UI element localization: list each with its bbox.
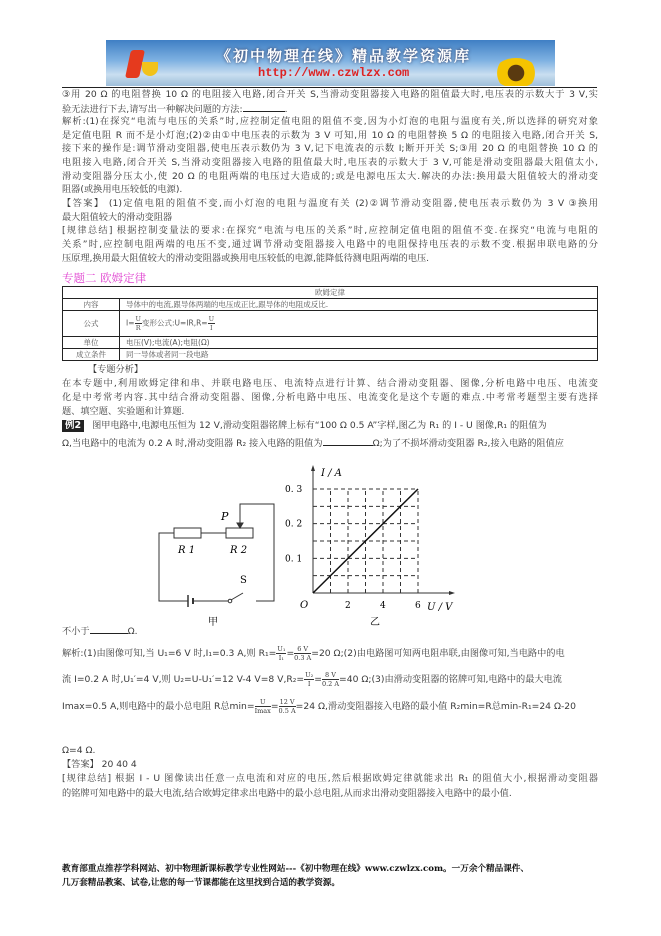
figures [120,465,470,635]
text: 验无法进行下去,请写出一种解决问题的方法: [62,104,243,115]
iu-graph [285,465,455,613]
x-tick-label: 2 [345,601,351,611]
text: 不小于 [62,626,90,637]
analysis-line: 是定值电阻 R 而不是小灯泡;(2)②由①中电压表的示数为 3 V 可知,用 10 Ω 的电阻替换 5 Ω 的电阻接入电路,闭合开关 S, [62,130,598,141]
answer-line: 最大阻值较大的滑动变阻器 [62,212,173,223]
footer-line: 教育部重点推荐学科网站、初中物理新课标教学专业性网站---《初中物理在线》www.czwlzx.com。一万余个精品课件、 [62,864,529,874]
table-row [63,311,598,337]
label-s: S [240,575,247,586]
summary-line: 关系”时,应控制电阻两端的电压不变,通过调节滑动变阻器接入电路中的电阻保持电压表的示数不变.根据串联电路的分 [62,239,598,250]
fraction [255,698,271,715]
analysis-line: 接下来的操作是:调节滑动变阻器,使电压表示数仍为 3 V,记下电流表的示数 I;断开开关 S;③用 20 Ω 的电阻替换 10 Ω 的 [62,143,598,154]
text: 流 I=0.2 A 时,U₁′=4 V,则 U₂=U-U₁′=12 V-4 V=8 V,R₂= [62,674,305,685]
text: 图甲电路中,电源电压恒为 12 V,滑动变阻器铭牌上标有“100 Ω 0.5 A”字样,图乙为 R₁ 的 I - U 图像,R₁ 的阻值为 [92,420,547,431]
denominator: 0.5 A [278,707,296,715]
wire [159,533,188,601]
fraction [294,645,311,662]
numerator: U₂ [305,671,314,679]
ohm-law-table [62,286,598,361]
y-axis-arrow-icon [311,465,315,471]
numerator: U [255,698,271,707]
label-p: P [221,510,229,523]
fraction [279,698,296,715]
numerator: 6 V [294,645,311,654]
summary-line: [规律总结] 根据 I - U 图像读出任意一点电流和对应的电压,然后根据欧姆定律就能求出 R₁ 的阻值大小,根据滑动变阻器 [62,773,598,784]
numerator: 12 V [279,698,295,706]
banner-title: 《初中物理在线》精品教学资源库 [216,47,472,65]
denominator: Imax [254,707,271,715]
denominator: I [307,680,311,688]
table-header-row [63,287,598,299]
denominator: 0.2 A [321,680,340,688]
denominator: I₁ [278,654,284,662]
analysis-line: 电阻接入电路,闭合开关 S,当滑动变阻器接入电路的阻值最大时,电压表的示数大于 3 V,可能是滑动变阻器最大阻值太小, [62,157,598,168]
numerator: 8 V [322,671,339,680]
row-value: 同一导体或者同一段电路 [120,349,598,361]
x-axis-label: U / V [427,602,453,613]
row-value: 电压(V);电流(A);电阻(Ω) [120,337,598,349]
analysis-line: 滑动变阻器分压太小,使 20 Ω 的电阻两端的电压过大造成的;或是电源电压太大.解决的办法:换用最大阻值较大的滑动变 [62,171,598,182]
switch-blade [231,593,243,600]
solution-line: Ω=4 Ω. [62,745,96,756]
header-banner [106,40,555,86]
row-label: 内容 [63,299,120,311]
numerator: U [135,315,141,323]
label-r2: R 2 [230,545,248,556]
resistor-r2 [226,528,253,538]
resistor-r1 [174,528,201,538]
table-row [63,337,598,349]
x-tick-label: 4 [380,601,386,611]
banner-url[interactable]: http://www.czwlzx.com [258,66,410,80]
text: =20 Ω;(2)由电路图可知两电阻串联,由图像可知,当电路中的电 [311,648,565,659]
formula-text: I= [126,318,135,328]
section-title: 专题二 欧姆定律 [62,271,147,285]
row-label: 成立条件 [63,349,120,361]
x-axis-arrow-icon [449,591,455,595]
answer-line: 【答案】 20 40 4 [62,759,137,770]
sunflower-icon [494,58,538,86]
circuit-diagram [159,504,274,607]
table-row [63,299,598,311]
table-header: 欧姆定律 [63,287,598,299]
y-axis-label: I / A [321,468,342,479]
row-value: 导体中的电流,跟导体两端的电压成正比,跟导体的电阻成反比. [120,299,598,311]
fraction [304,671,314,688]
label-r1: R 1 [178,545,196,556]
denominator: 0.3 A [294,654,312,662]
header-rule [62,87,597,88]
topic-heading: 【专题分析】 [88,364,144,375]
denominator: R [135,324,141,332]
text-line: 验无法进行下去,请写出一种解决问题的方法: . [62,104,288,115]
row-label: 单位 [63,337,120,349]
answer-blank [323,436,373,446]
origin-label: O [300,600,309,611]
text: =40 Ω;(3)由滑动变阻器的铭牌可知,电路中的最大电流 [339,674,562,685]
summary-line: 压原理,换用最大阻值较大的滑动变阻器或换用电压较低的电源,能降低待测电阻两端的电压. [62,253,430,264]
analysis-line: 阻器(或换用电压较低的电源). [62,184,183,195]
graph-caption: 乙 [370,617,380,628]
example-line [62,624,598,638]
example-badge: 例2 [62,420,84,432]
fraction [276,645,286,662]
row-label: 公式 [63,311,120,337]
circuit-caption: 甲 [208,617,218,628]
table-row [63,349,598,361]
topic-line: 在本专题中,利用欧姆定律和串、并联电路电压、电流特点进行计算、结合滑动变阻器、图像,分析电路中电压、电流变 [62,378,598,389]
text: Imax=0.5 A,则电路中的最小总电阻 R总min= [62,701,255,712]
summary-line: 的铭牌可知电路中的最大电流,结合欧姆定律求出电路中的最小总电阻,从而求出滑动变阻器接入电路中的最小值. [62,788,512,799]
text: Ω;为了不损坏滑动变阻器 R₂,接入电路的阻值应 [372,438,564,449]
text-line: ③用 20 Ω 的电阻替换 10 Ω 的电阻接入电路,闭合开关 S,当滑动变阻器接入电路的阻值最大时,电压表的示数大于 3 V,实 [62,89,598,100]
answer-blank [90,624,128,634]
fraction [135,315,142,332]
example-line [62,420,598,432]
solution-line: 解析:(1)由图像可知,当 U₁=6 V 时,I₁=0.3 A,则 R₁= $\frac{\text{U₁}}{\text{I₁}}$ = $\frac{6 V}{0.3 A}$ =20 Ω;(2)由电路图可知两电阻串联,由图像可知,当电路中的电 [62,645,565,662]
y-tick-label: 0. 2 [285,519,303,530]
numerator: U₁ [277,645,286,653]
denominator: I [210,324,213,332]
formula-cell [120,311,598,337]
y-tick-label: 0. 1 [285,554,303,565]
answer-blank [243,102,285,112]
formula-text: 变形公式:U=IR,R= [141,318,208,328]
answer-line: 【答案】 (1)定值电阻的阻值不变,而小灯泡的电阻与温度有关 (2)②调节滑动变阻器,使电压表示数仍为 3 V ③换用 [62,198,598,209]
topic-line: 题、填空题、实验题和计算题. [62,406,185,417]
solution-line: Imax=0.5 A,则电路中的最小总电阻 R总min= $\frac{U}{Imax}$ = $\frac{12 V}{0.5 A}$ =24 Ω,滑动变阻器接入电路的最小值 R₂min=R总min-R₁=24 Ω-20 [62,698,576,715]
logo-accent-icon [142,62,158,76]
text: 解析:(1)由图像可知,当 U₁=6 V 时,I₁=0.3 A,则 R₁= [62,648,277,659]
solution-line: 流 I=0.2 A 时,U₁′=4 V,则 U₂=U-U₁′=12 V-4 V=8 V,R₂= $\frac{\text{U₂}}{I}$ = $\frac{8 V}{0.2 A}$ =40 Ω;(3)由滑动变阻器的铭牌可知,电路中的最大电流 [62,671,562,688]
x-tick-label: 6 [415,601,421,611]
example-line [62,436,598,450]
slider-arrow-icon [237,523,243,528]
text: Ω. [127,626,138,637]
analysis-line: 解析:(1)在探究“电流与电压的关系”时,应控制定值电阻的阻值不变,因为小灯泡的电阻与温度有关,所以选择的研究对象 [62,116,598,127]
y-tick-label: 0. 3 [285,485,303,495]
fraction [322,671,339,688]
topic-line: 化是中考常考内容.其中结合滑动变阻器、图像,分析电路中电压、电流变化是这个专题的难点.中考常考题型主要有选择 [62,392,598,403]
text: =24 Ω,滑动变阻器接入电路的最小值 R₂min=R总min-R₁=24 Ω-20 [295,701,576,712]
numerator: U [208,315,215,323]
summary-line: [规律总结] 根据控制变量法的要求:在探究“电流与电压的关系”时,应控制定值电阻的阻值不变.在探究“电流与电阻的 [62,225,598,236]
fraction [208,315,215,332]
text: Ω,当电路中的电流为 0.2 A 时,滑动变阻器 R₂ 接入电路的阻值为 [62,438,323,449]
footer-line: 几万套精品教案、试卷,让您的每一节课都能在这里找到合适的教学资源。 [62,878,340,888]
